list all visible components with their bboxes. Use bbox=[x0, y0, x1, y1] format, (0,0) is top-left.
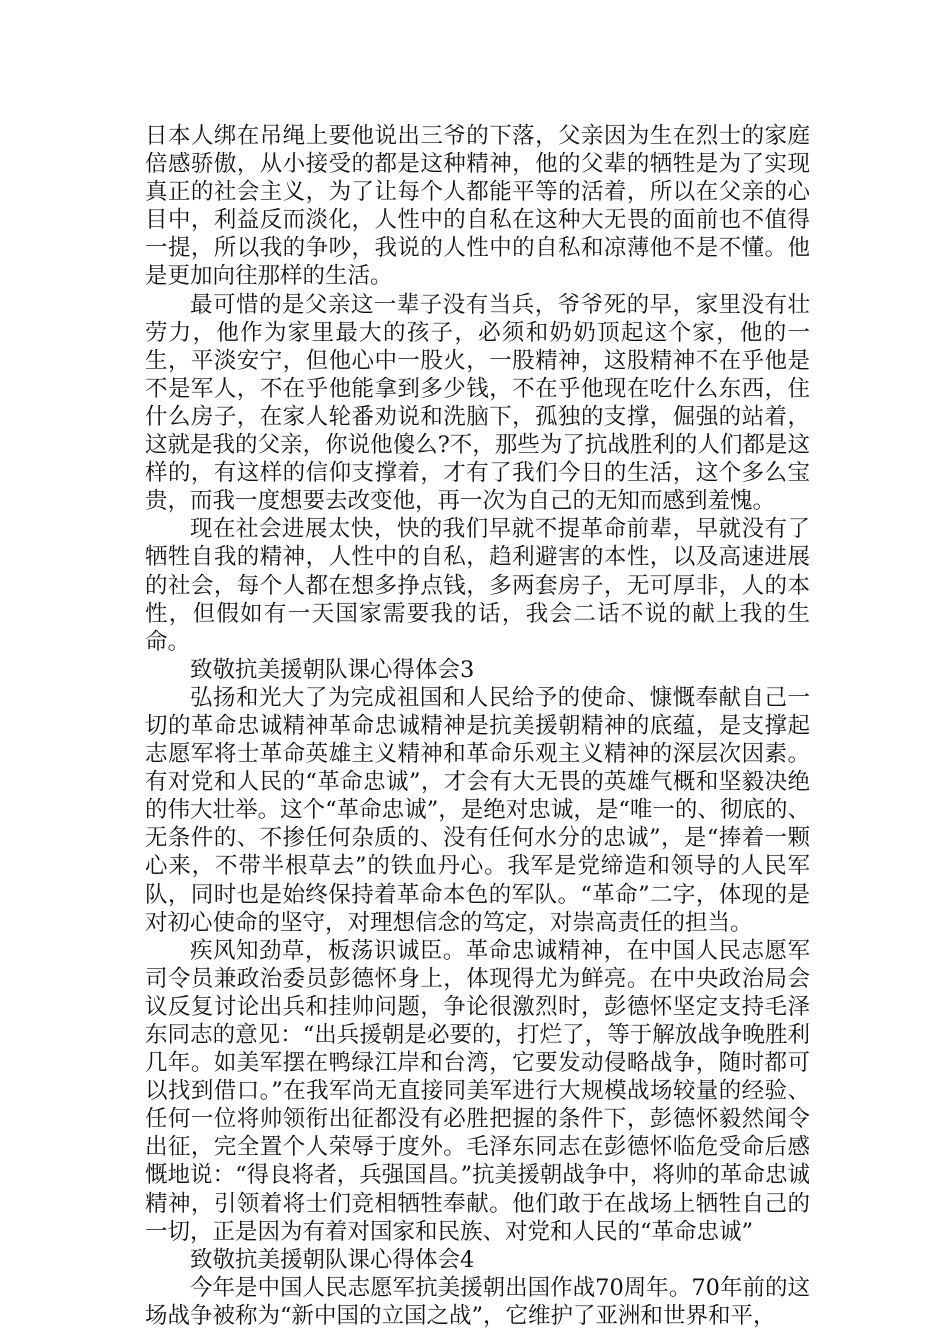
section-heading-3: 致敬抗美援朝队课心得体会3 bbox=[190, 656, 475, 683]
body-paragraph: 现在社会进展太快，快的我们早就不提革命前辈，早就没有了牺牲自我的精神，人性中的自私，趋利避害的本性，以及高速进展的社会，每个人都在想多挣点钱，多两套房子，无可厚非，人的本性，但假如有一天国家需要我的话，我会二话不说的献上我的生命。 bbox=[145, 516, 810, 655]
body-paragraph: 弘扬和光大了为完成祖国和人民给予的使命、慷慨奉献自己一切的革命忠诚精神革命忠诚精神是抗美援朝精神的底蕴，是支撑起志愿军将士革命英雄主义精神和革命乐观主义精神的深层次因素。有对党和人民的“革命忠诚”，才会有大无畏的英雄气概和坚毅决绝的伟大壮举。这个“革命忠诚”，是绝对忠诚，是“唯一的、彻底的、无条件的、不掺任何杂质的、没有任何水分的忠诚”，是“捧着一颗心来，不带半根草去”的铁血丹心。我军是党缔造和领导的人民军队，同时也是始终保持着革命本色的军队。“革命”二字，体现的是对初心使命的坚守，对理想信念的笃定，对崇高责任的担当。 bbox=[145, 684, 810, 936]
document-page bbox=[145, 122, 810, 1330]
body-paragraph: 最可惜的是父亲这一辈子没有当兵，爷爷死的早，家里没有壮劳力，他作为家里最大的孩子，必须和奶奶顶起这个家，他的一生，平淡安宁，但他心中一股火，一股精神，这股精神不在乎他是不是军人，不在乎他能拿到多少钱，不在乎他现在吃什么东西，住什么房子，在家人轮番劝说和洗脑下，孤独的支撑，倔强的站着，这就是我的父亲，你说他傻么?不，那些为了抗战胜利的人们都是这样的，有这样的信仰支撑着，才有了我们今日的生活，这个多么宝贵，而我一度想要去改变他，再一次为自己的无知而感到羞愧。 bbox=[145, 291, 810, 515]
body-paragraph: 日本人绑在吊绳上要他说出三爷的下落，父亲因为生在烈士的家庭倍感骄傲，从小接受的都是这种精神，他的父辈的牺牲是为了实现真正的社会主义，为了让每个人都能平等的活着，所以在父亲的心目中，利益反而淡化，人性中的自私在这种大无畏的面前也不值得一提，所以我的争吵，我说的人性中的自私和凉薄他不是不懂。他是更加向往那样的生活。 bbox=[145, 123, 810, 290]
body-paragraph: 疾风知劲草，板荡识诚臣。革命忠诚精神，在中国人民志愿军司令员兼政治委员彭德怀身上，体现得尤为鲜亮。在中央政治局会议反复讨论出兵和挂帅问题，争论很激烈时，彭德怀坚定支持毛泽东同志的意见：“出兵援朝是必要的，打烂了，等于解放战争晚胜利几年。如美军摆在鸭绿江岸和台湾，它要发动侵略战争，随时都可以找到借口。”在我军尚无直接同美军进行大规模战场较量的经验、任何一位将帅领衔出征都没有必胜把握的条件下，彭德怀毅然闻令出征，完全置个人荣辱于度外。毛泽东同志在彭德怀临危受命后感慨地说：“得良将者，兵强国昌。”抗美援朝战争中，将帅的革命忠诚精神，引领着将士们竞相牺牲奉献。他们敢于在战场上牺牲自己的一切，正是因为有着对国家和民族、对党和人民的“革命忠诚” bbox=[145, 937, 810, 1245]
body-paragraph: 今年是中国人民志愿军抗美援朝出国作战70周年。70年前的这场战争被称为“新中国的立国之战”，它维护了亚洲和世界和平， bbox=[145, 1274, 810, 1329]
section-heading-4: 致敬抗美援朝队课心得体会4 bbox=[190, 1246, 475, 1273]
